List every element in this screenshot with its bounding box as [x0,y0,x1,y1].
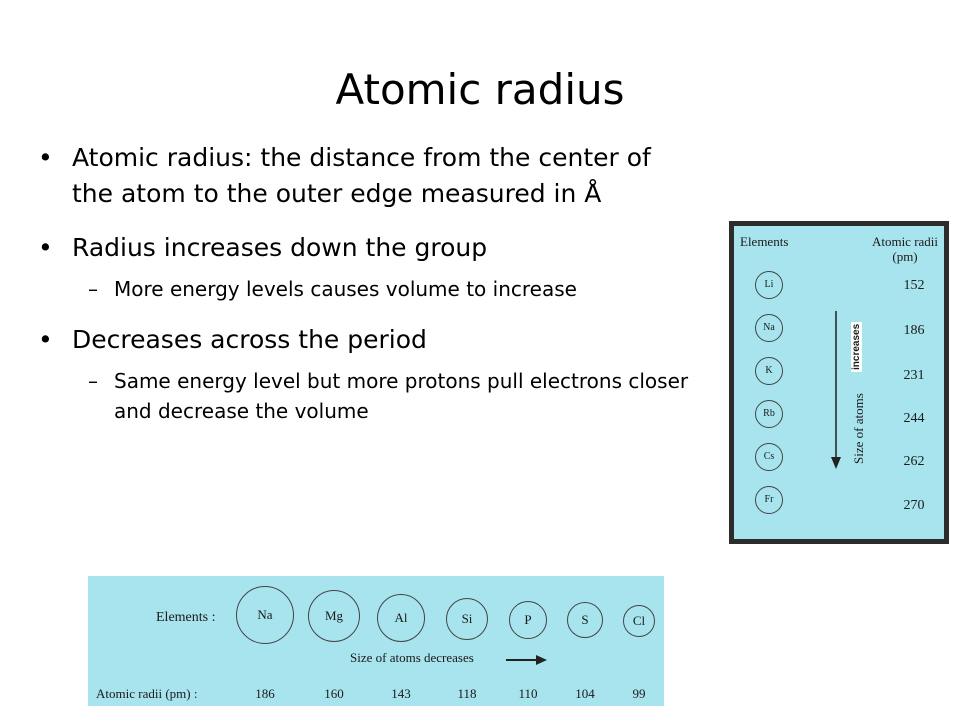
bullet-item [38,230,698,266]
radius-value: 186 [255,686,275,701]
right-arrow-icon [506,654,548,666]
bullet-dot: • [38,143,53,172]
element-circle: P [509,601,547,639]
period-radii-label: Atomic radii (pm) : [96,686,198,701]
element-circle: Cs [755,443,783,471]
bullet-dot: • [38,325,53,354]
radius-value: 99 [632,686,646,701]
sub-bullet-text: More energy levels causes volume to increase [114,277,577,301]
radius-value: 262 [903,454,925,469]
bullet-text: Radius increases down the group [72,233,488,262]
element-circle: K [755,357,783,385]
bullet-item [38,322,698,358]
element-circle: Fr [755,486,783,514]
element-circle: Mg [308,590,360,642]
element-circle: S [567,602,603,638]
radius-value: 152 [903,278,925,293]
radius-value: 231 [903,368,925,383]
radius-value: 160 [324,686,344,701]
group-arrow-text: Size of atoms [851,393,866,464]
radius-value: 104 [575,686,595,701]
bullet-list [38,140,698,444]
group-header-radii: Atomic radii (pm) [871,234,939,264]
sub-bullet-item [38,274,698,304]
group-arrow-highlight: increases [851,323,862,370]
radius-value: 244 [903,411,925,426]
element-circle: Na [236,586,294,644]
radius-value: 143 [391,686,411,701]
element-circle: Cl [623,605,655,637]
radius-value: 118 [457,686,477,701]
bullet-item [38,140,698,212]
element-circle: Al [377,594,425,642]
bullet-text: Decreases across the period [72,325,427,354]
radius-value: 186 [903,323,925,338]
element-circle: Si [446,598,488,640]
group-figure-panel [734,226,944,539]
period-radius-figure [88,576,664,706]
radius-value: 110 [518,686,538,701]
element-circle: Li [755,271,783,299]
period-arrow-text: Size of atoms decreases [350,650,474,665]
slide-title: Atomic radius [335,65,625,114]
group-header-elements: Elements [740,234,789,249]
element-circle: Rb [755,400,783,428]
bullet-text: Atomic radius: the distance from the center of the atom to the outer edge measured in Å [72,143,651,208]
period-elements-label: Elements : [156,610,216,625]
element-circle: Na [755,314,783,342]
sub-bullet-dash: – [88,369,98,393]
sub-bullet-dash: – [88,277,98,301]
sub-bullet-text: Same energy level but more protons pull electrons closer and decrease the volume [114,369,689,423]
down-arrow-icon [829,311,843,471]
sub-bullet-item [38,366,698,426]
radius-value: 270 [903,498,925,513]
bullet-dot: • [38,233,53,262]
group-radius-figure [729,221,949,544]
